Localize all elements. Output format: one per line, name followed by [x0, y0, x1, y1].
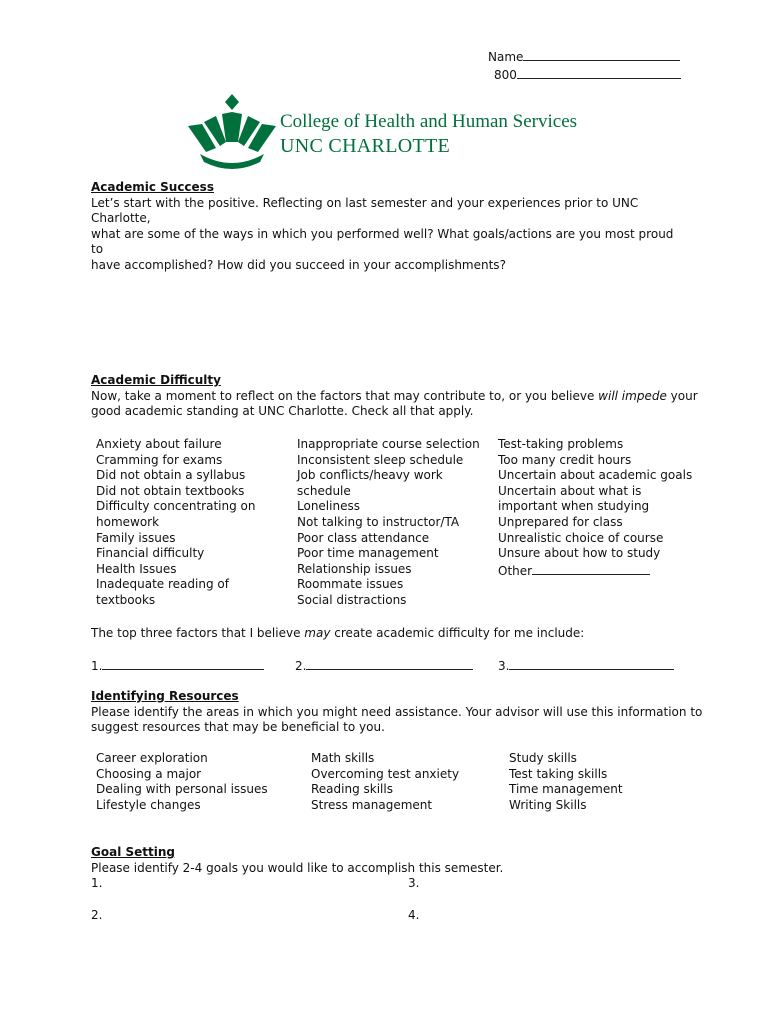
difficulty-item[interactable]: Job conflicts/heavy work — [297, 468, 443, 483]
difficulty-item[interactable]: Difficulty concentrating on — [96, 499, 256, 514]
resource-item[interactable]: Time management — [509, 782, 623, 797]
resource-item[interactable]: Math skills — [311, 751, 375, 765]
difficulty-item[interactable]: Health Issues — [96, 561, 177, 576]
academic-success-heading: Academic Success — [91, 180, 214, 194]
goal-1[interactable]: 1. — [91, 876, 103, 890]
college-logo-mark — [186, 92, 278, 170]
top-three-prompt: The top three factors that I believe may create academic difficulty for me include: — [91, 626, 585, 640]
difficulty-item[interactable]: Unprepared for class — [498, 514, 623, 529]
goal-setting-heading: Goal Setting — [91, 845, 175, 859]
identifying-resources-heading: Identifying Resources — [91, 689, 239, 703]
difficulty-item[interactable]: Loneliness — [297, 499, 360, 514]
difficulty-item[interactable]: Roommate issues — [297, 577, 404, 592]
identifying-resources-text-1: Please identify the areas in which you might need assistance. Your advisor will use this information to — [91, 704, 703, 719]
resource-item[interactable]: Stress management — [311, 797, 433, 812]
difficulty-item[interactable]: Too many credit hours — [498, 452, 632, 467]
resource-item[interactable]: Overcoming test anxiety — [311, 766, 460, 781]
difficulty-item[interactable]: homework — [96, 514, 160, 529]
difficulty-item[interactable]: schedule — [297, 483, 351, 498]
other-blank[interactable] — [532, 562, 650, 575]
goal-setting-text: Please identify 2-4 goals you would like to accomplish this semester. — [91, 860, 504, 875]
resource-item[interactable]: Writing Skills — [509, 797, 587, 812]
resource-item[interactable]: Reading skills — [311, 782, 393, 797]
resource-item[interactable]: Career exploration — [96, 751, 208, 765]
logo-college-name: College of Health and Human Services — [280, 111, 578, 132]
difficulty-item[interactable]: Uncertain about academic goals — [498, 468, 693, 483]
difficulty-item[interactable]: Not talking to instructor/TA — [297, 514, 460, 529]
difficulty-item[interactable]: Uncertain about what is — [498, 483, 642, 498]
difficulty-item[interactable]: Social distractions — [297, 592, 407, 607]
difficulty-item[interactable]: Test-taking problems — [498, 437, 624, 451]
top-factor-2[interactable]: 2. — [295, 657, 473, 675]
identifying-resources-section — [91, 689, 703, 736]
difficulty-item[interactable]: Poor time management — [297, 546, 439, 561]
academic-difficulty-text-2: good academic standing at UNC Charlotte. Check all that apply. — [91, 404, 474, 419]
id-blank[interactable] — [517, 66, 681, 79]
difficulty-column-3 — [498, 437, 692, 579]
difficulty-item[interactable]: Financial difficulty — [96, 546, 205, 561]
resource-item[interactable]: Study skills — [509, 751, 577, 765]
top-factor-1-blank[interactable] — [102, 657, 264, 670]
identifying-resources-text-2: suggest resources that may be beneficial to you. — [91, 720, 385, 735]
id-field[interactable]: 800 — [494, 66, 681, 82]
academic-success-text-3: have accomplished? How did you succeed in your accomplishments? — [91, 257, 506, 272]
academic-success-answer-area[interactable] — [91, 250, 681, 360]
difficulty-column-1 — [96, 437, 255, 609]
name-field[interactable]: Name — [488, 48, 680, 64]
difficulty-item[interactable]: textbooks — [96, 592, 156, 607]
difficulty-item[interactable]: Cramming for exams — [96, 452, 223, 467]
difficulty-item[interactable]: important when studying — [498, 499, 650, 514]
resource-item[interactable]: Test taking skills — [509, 766, 608, 781]
resources-column-3 — [509, 751, 623, 813]
difficulty-item[interactable]: Anxiety about failure — [96, 437, 222, 451]
logo-crown-icon — [186, 92, 278, 170]
resource-item[interactable]: Choosing a major — [96, 766, 202, 781]
academic-difficulty-heading: Academic Difficulty — [91, 373, 221, 387]
goal-3[interactable]: 3. — [408, 876, 420, 890]
top-factor-3-blank[interactable] — [509, 657, 674, 670]
academic-success-text-2: what are some of the ways in which you performed well? What goals/actions are you most proud to — [91, 226, 674, 257]
difficulty-item[interactable]: Inconsistent sleep schedule — [297, 452, 464, 467]
name-blank[interactable] — [523, 48, 680, 61]
difficulty-item[interactable]: Poor class attendance — [297, 530, 430, 545]
difficulty-item[interactable]: Family issues — [96, 530, 176, 545]
goal-4[interactable]: 4. — [408, 908, 420, 922]
difficulty-other[interactable]: Other — [498, 562, 692, 580]
difficulty-item[interactable]: Relationship issues — [297, 561, 412, 576]
difficulty-item[interactable]: Did not obtain a syllabus — [96, 468, 246, 483]
resource-item[interactable]: Dealing with personal issues — [96, 782, 268, 797]
goal-2[interactable]: 2. — [91, 908, 103, 922]
top-factor-1[interactable]: 1. — [91, 657, 264, 675]
resources-column-1 — [96, 751, 268, 813]
resource-item[interactable]: Lifestyle changes — [96, 797, 201, 812]
logo-university-name: UNC CHARLOTTE — [280, 135, 451, 157]
resources-column-2 — [311, 751, 459, 813]
difficulty-item[interactable]: Unrealistic choice of course — [498, 530, 664, 545]
difficulty-item[interactable]: Inadequate reading of — [96, 577, 229, 592]
academic-difficulty-section — [91, 373, 698, 420]
difficulty-item[interactable]: Unsure about how to study — [498, 546, 661, 561]
top-factor-2-blank[interactable] — [306, 657, 473, 670]
top-factor-3[interactable]: 3. — [498, 657, 674, 675]
difficulty-column-2 — [297, 437, 480, 609]
difficulty-item[interactable]: Did not obtain textbooks — [96, 483, 245, 498]
goal-setting-section — [91, 845, 681, 876]
difficulty-item[interactable]: Inappropriate course selection — [297, 437, 480, 451]
academic-difficulty-text-1: Now, take a moment to reflect on the factors that may contribute to, or you believe will impede your — [91, 388, 698, 403]
academic-success-text-1: Let’s start with the positive. Reflecting on last semester and your experiences prior to UNC Charlotte, — [91, 195, 639, 226]
